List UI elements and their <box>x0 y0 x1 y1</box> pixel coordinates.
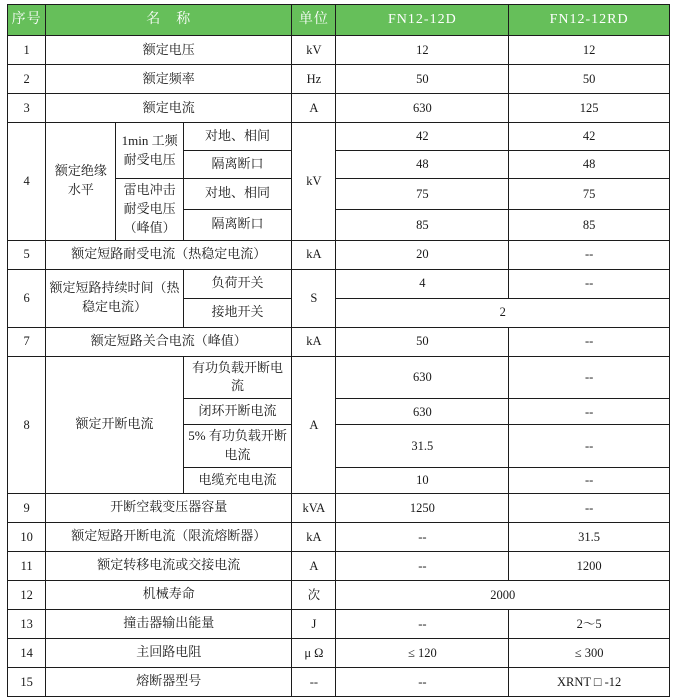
row6-scope: 负荷开关 <box>183 269 292 298</box>
value-model1: 630 <box>336 356 509 399</box>
table-row <box>8 123 670 151</box>
row-no: 2 <box>8 65 46 94</box>
value-model1: -- <box>336 551 509 580</box>
row4-scope: 对地、相同 <box>183 179 292 210</box>
row6-scope: 接地开关 <box>183 298 292 327</box>
row-name: 额定短路开断电流（限流熔断器） <box>46 522 292 551</box>
header-name: 名 称 <box>46 5 292 36</box>
row-no: 8 <box>8 356 46 493</box>
table-row <box>8 638 670 667</box>
row-no: 15 <box>8 667 46 696</box>
row-name: 开断空载变压器容量 <box>46 493 292 522</box>
row-unit: A <box>292 94 336 123</box>
value-model2: 1200 <box>509 551 670 580</box>
header-unit: 单位 <box>292 5 336 36</box>
row-unit: Hz <box>292 65 336 94</box>
value-model1: 31.5 <box>336 425 509 468</box>
table-row <box>8 493 670 522</box>
row8-scope: 有功负载开断电流 <box>183 356 292 399</box>
value-model2: ≤ 300 <box>509 638 670 667</box>
table-row <box>8 94 670 123</box>
value-model2: 2～5 <box>509 609 670 638</box>
row-name: 撞击器输出能量 <box>46 609 292 638</box>
value-model2: 75 <box>509 179 670 210</box>
row4-sub1-label: 1min 工频耐受电压 <box>116 123 183 179</box>
value-model1: -- <box>336 522 509 551</box>
value-model1: ≤ 120 <box>336 638 509 667</box>
table-row <box>8 580 670 609</box>
row-no: 13 <box>8 609 46 638</box>
row-name: 额定电压 <box>46 36 292 65</box>
value-model2: -- <box>509 269 670 298</box>
row-unit: kV <box>292 36 336 65</box>
value-model1: 10 <box>336 467 509 493</box>
row-name: 机械寿命 <box>46 580 292 609</box>
header-model1: FN12-12D <box>336 5 509 36</box>
value-model1: 75 <box>336 179 509 210</box>
table-row <box>8 609 670 638</box>
row-no: 1 <box>8 36 46 65</box>
row-no: 6 <box>8 269 46 327</box>
table-row <box>8 667 670 696</box>
value-model2: 85 <box>509 209 670 240</box>
row-no: 10 <box>8 522 46 551</box>
row6-group-label: 额定短路持续时间（热稳定电流） <box>46 269 184 327</box>
row-unit: kVA <box>292 493 336 522</box>
row4-scope: 隔离断口 <box>183 209 292 240</box>
value-model2: -- <box>509 240 670 269</box>
row-unit: J <box>292 609 336 638</box>
row-unit: kA <box>292 240 336 269</box>
value-model2: 12 <box>509 36 670 65</box>
value-model2: XRNT □ -12 <box>509 667 670 696</box>
row-no: 4 <box>8 123 46 241</box>
value-model2: -- <box>509 493 670 522</box>
value-model2: -- <box>509 356 670 399</box>
value-model1: 12 <box>336 36 509 65</box>
value-model2: -- <box>509 327 670 356</box>
value-model1: -- <box>336 609 509 638</box>
row-no: 9 <box>8 493 46 522</box>
header-row <box>8 5 670 36</box>
row4-scope: 隔离断口 <box>183 151 292 179</box>
row-name: 额定短路耐受电流（热稳定电流） <box>46 240 292 269</box>
row4-group-label: 额定绝缘水平 <box>46 123 116 241</box>
table-row <box>8 269 670 298</box>
value-model2: -- <box>509 425 670 468</box>
value-model2: 50 <box>509 65 670 94</box>
row-no: 3 <box>8 94 46 123</box>
row-name: 额定短路关合电流（峰值） <box>46 327 292 356</box>
header-model2: FN12-12RD <box>509 5 670 36</box>
table-row <box>8 65 670 94</box>
value-model1: 85 <box>336 209 509 240</box>
value-model2: -- <box>509 399 670 425</box>
row-unit: μ Ω <box>292 638 336 667</box>
row-name: 额定电流 <box>46 94 292 123</box>
value-both-models: 2 <box>336 298 670 327</box>
row-no: 12 <box>8 580 46 609</box>
row-name: 熔断器型号 <box>46 667 292 696</box>
value-model2: 48 <box>509 151 670 179</box>
row-unit: -- <box>292 667 336 696</box>
row8-group-label: 额定开断电流 <box>46 356 184 493</box>
row4-sub2-label: 雷电冲击耐受电压（峰值） <box>116 179 183 241</box>
value-model1: -- <box>336 667 509 696</box>
spec-table <box>7 4 670 697</box>
value-model1: 630 <box>336 399 509 425</box>
value-model2: 31.5 <box>509 522 670 551</box>
value-model1: 50 <box>336 65 509 94</box>
row-name: 主回路电阻 <box>46 638 292 667</box>
row-unit: S <box>292 269 336 327</box>
value-model1: 1250 <box>336 493 509 522</box>
row-no: 14 <box>8 638 46 667</box>
value-model1: 20 <box>336 240 509 269</box>
row-no: 7 <box>8 327 46 356</box>
row-unit: kV <box>292 123 336 241</box>
value-model1: 48 <box>336 151 509 179</box>
value-model2: 42 <box>509 123 670 151</box>
row4-scope: 对地、相间 <box>183 123 292 151</box>
row8-scope: 5% 有功负载开断电流 <box>183 425 292 468</box>
row-unit: A <box>292 356 336 493</box>
table-row <box>8 551 670 580</box>
table-row <box>8 240 670 269</box>
row-name: 额定转移电流或交接电流 <box>46 551 292 580</box>
row8-scope: 电缆充电电流 <box>183 467 292 493</box>
row-no: 11 <box>8 551 46 580</box>
value-model1: 42 <box>336 123 509 151</box>
row-unit: kA <box>292 327 336 356</box>
row8-scope: 闭环开断电流 <box>183 399 292 425</box>
row-no: 5 <box>8 240 46 269</box>
table-row <box>8 356 670 399</box>
row-name: 额定频率 <box>46 65 292 94</box>
value-both-models: 2000 <box>336 580 670 609</box>
header-seq: 序号 <box>8 5 46 36</box>
table-row <box>8 36 670 65</box>
row-unit: A <box>292 551 336 580</box>
row-unit: kA <box>292 522 336 551</box>
value-model1: 4 <box>336 269 509 298</box>
value-model2: -- <box>509 467 670 493</box>
value-model1: 50 <box>336 327 509 356</box>
table-row <box>8 522 670 551</box>
value-model2: 125 <box>509 94 670 123</box>
value-model1: 630 <box>336 94 509 123</box>
table-row <box>8 327 670 356</box>
row-unit: 次 <box>292 580 336 609</box>
